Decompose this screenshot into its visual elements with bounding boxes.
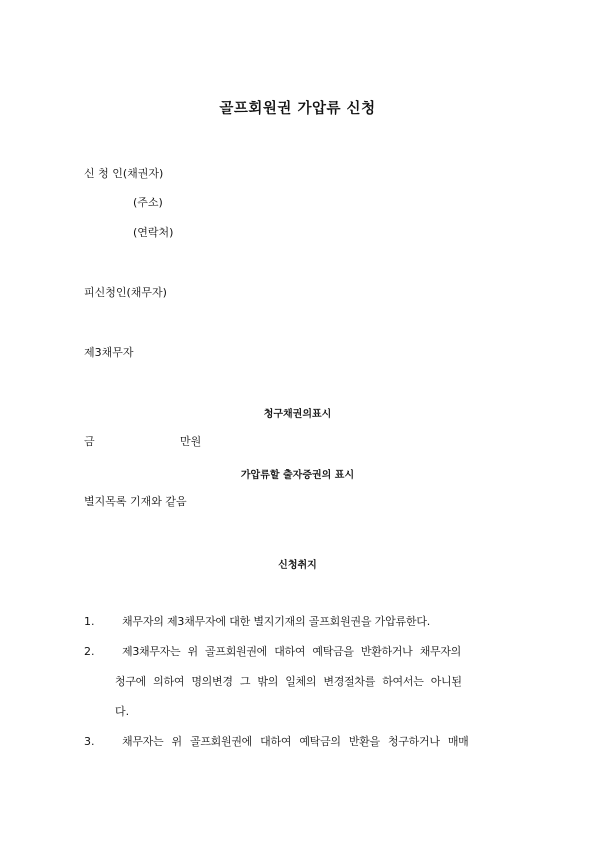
- purpose-item-3-line-1: 채무자는 위 골프회원권에 대하여 예탁금의 반환을 청구하거나 매매: [122, 735, 469, 748]
- claim-heading: 청구채권의표시: [263, 409, 332, 420]
- purpose-item-2-line-3: 다.: [115, 705, 130, 718]
- applicant-contact-label: (연락처): [133, 226, 174, 239]
- purpose-item-2-line-1: 제3채무자는 위 골프회원권에 대하여 예탁금을 반환하거나 채무자의: [122, 645, 462, 658]
- claim-amount-unit: 만원: [180, 435, 202, 448]
- purpose-item-3-number: 3.: [84, 735, 95, 748]
- purpose-item-2-line-2: 청구에 의하여 명의변경 그 밖의 일체의 변경절차를 하여서는 아니된: [115, 675, 462, 688]
- claim-amount-prefix: 금: [84, 435, 95, 448]
- purpose-item-2-number: 2.: [84, 645, 95, 658]
- document-title: 골프회원권 가압류 신청: [219, 101, 376, 117]
- third-debtor-label: 제3채무자: [84, 346, 134, 359]
- purpose-heading: 신청취지: [278, 560, 317, 571]
- respondent-label: 피신청인(채무자): [84, 286, 167, 299]
- purpose-item-1-line-1: 채무자의 제3채무자에 대한 별지기재의 골프회원권을 가압류한다.: [122, 615, 431, 628]
- applicant-address-label: (주소): [133, 196, 163, 209]
- purpose-item-1-number: 1.: [84, 615, 95, 628]
- seizure-text: 별지목록 기재와 같음: [84, 495, 187, 508]
- seizure-heading: 가압류할 출자증권의 표시: [240, 470, 355, 481]
- applicant-label: 신 청 인(채권자): [84, 167, 164, 180]
